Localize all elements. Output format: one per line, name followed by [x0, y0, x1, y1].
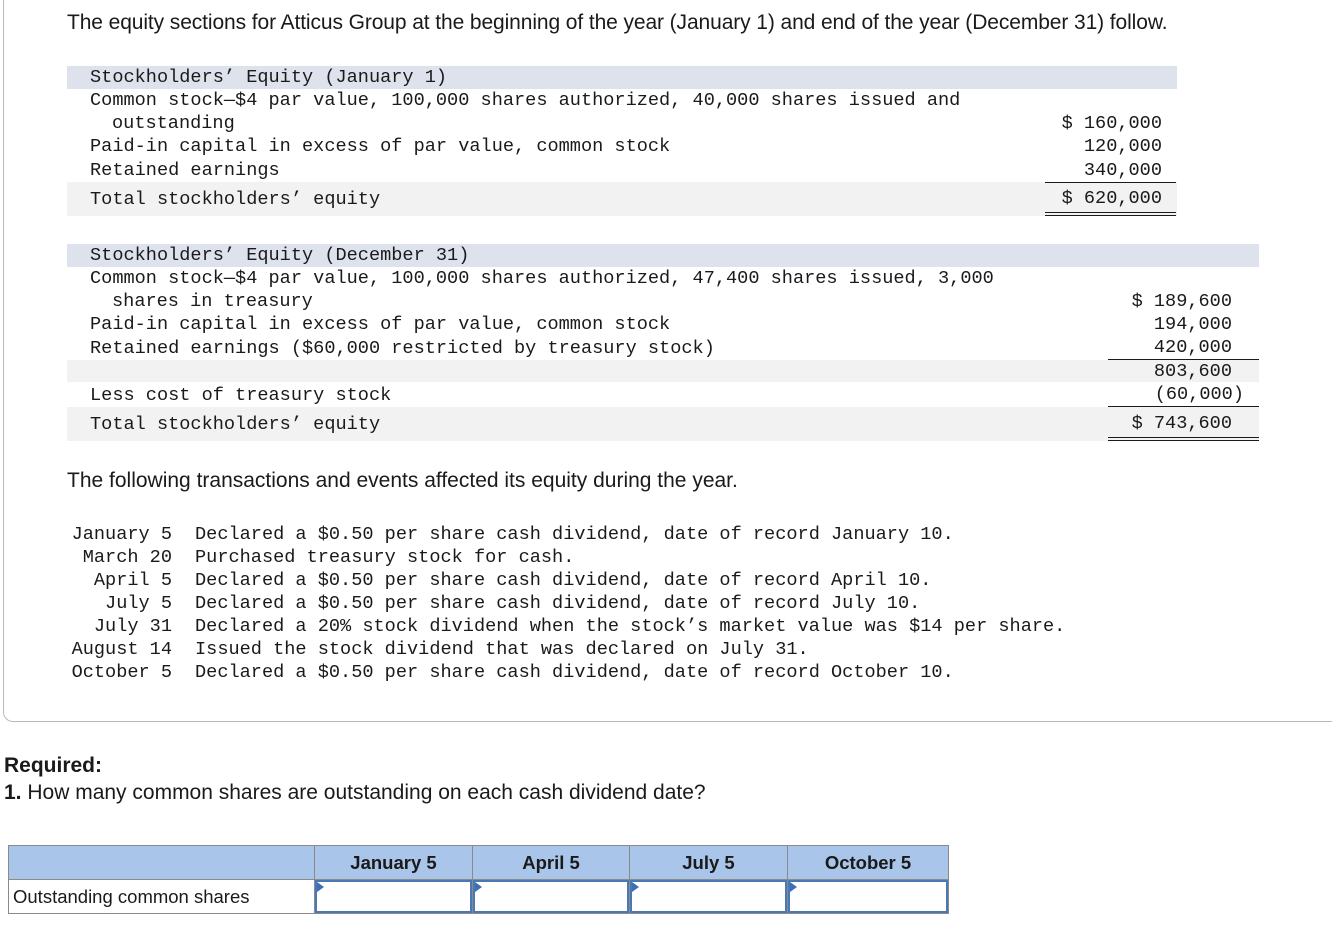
dec-subtotal-value: 803,600 [1153, 361, 1232, 382]
dec-common-line1: Common stock—$4 par value, 100,000 shares authorized, 47,400 shares issued, 3,000 [90, 268, 994, 289]
transaction-date: July 5 [105, 593, 172, 614]
jan-retained-value: 340,000 [1083, 160, 1162, 181]
cell-october-5 [788, 880, 949, 914]
cell-marker-icon [632, 882, 639, 892]
jan-paid-in-label: Paid-in capital in excess of par value, common stock [90, 136, 671, 157]
dec-paid-in-value: 194,000 [1153, 314, 1232, 335]
transaction-desc: Issued the stock dividend that was declared on July 31. [195, 639, 809, 660]
transaction-desc: Declared a $0.50 per share cash dividend, date of record April 10. [195, 570, 932, 591]
dec-treasury-rule [1108, 406, 1259, 407]
jan-common-line1: Common stock—$4 par value, 100,000 shares authorized, 40,000 shares issued and [90, 90, 961, 111]
cell-marker-icon [790, 882, 797, 892]
dec-treasury-label: Less cost of treasury stock [90, 385, 392, 406]
intro-text: The equity sections for Atticus Group at the beginning of the year (January 1) and end of the year (December 31) follow. [67, 11, 1168, 34]
dec-treasury-value: (60,000) [1154, 384, 1244, 405]
cell-marker-icon [475, 882, 482, 892]
dec-paid-in-label: Paid-in capital in excess of par value, common stock [90, 314, 671, 335]
transaction-date: January 5 [71, 524, 172, 545]
dec-common-line2: shares in treasury [112, 291, 313, 312]
question [4, 781, 706, 805]
transaction-date: March 20 [82, 547, 172, 568]
subtotal-band [67, 360, 1259, 382]
transaction-date: October 5 [71, 662, 172, 683]
transaction-desc: Declared a 20% stock dividend when the stock’s market value was $14 per share. [195, 616, 1066, 637]
answer-table [8, 845, 949, 914]
question-text: How many common shares are outstanding on each cash dividend date? [27, 781, 706, 804]
answer-row-outstanding-shares [9, 880, 949, 914]
question-number: 1. [4, 781, 22, 804]
col-header-july-5: July 5 [630, 846, 788, 880]
answer-header-row [9, 846, 949, 880]
input-october-5[interactable] [788, 880, 948, 913]
col-header-october-5: October 5 [788, 846, 949, 880]
jan-paid-in-value: 120,000 [1083, 136, 1162, 157]
col-header-april-5: April 5 [473, 846, 630, 880]
transaction-desc: Declared a $0.50 per share cash dividend, date of record January 10. [195, 524, 954, 545]
dec-total-label: Total stockholders’ equity [90, 414, 381, 435]
dec-retained-label: Retained earnings ($60,000 restricted by treasury stock) [90, 338, 715, 359]
cell-april-5 [473, 880, 630, 914]
transactions-intro: The following transactions and events affected its equity during the year. [67, 469, 738, 492]
col-header-january-5: January 5 [315, 846, 473, 880]
jan-common-value: $ 160,000 [1061, 113, 1162, 134]
dec-total-double-rule [1108, 437, 1259, 441]
jan-total-double-rule [1045, 212, 1176, 216]
dec-subtotal-rule [1108, 359, 1259, 360]
transaction-date: July 31 [93, 616, 172, 637]
input-april-5[interactable] [473, 880, 629, 913]
dec-total-value: $ 743,600 [1131, 413, 1232, 434]
transaction-desc: Declared a $0.50 per share cash dividend, date of record July 10. [195, 593, 921, 614]
transaction-desc: Declared a $0.50 per share cash dividend, date of record October 10. [195, 662, 954, 683]
jan-subtotal-rule [1045, 182, 1176, 183]
cell-marker-icon [317, 882, 324, 892]
jan-common-line2: outstanding [112, 113, 235, 134]
header-blank-cell [9, 846, 315, 880]
transaction-date: August 14 [71, 639, 172, 660]
dec-retained-value: 420,000 [1153, 337, 1232, 358]
dec-header: Stockholders’ Equity (December 31) [90, 245, 470, 266]
input-july-5[interactable] [630, 880, 787, 913]
jan-header: Stockholders’ Equity (January 1) [90, 67, 448, 88]
cell-july-5 [630, 880, 788, 914]
jan-total-label: Total stockholders’ equity [90, 189, 381, 210]
transaction-desc: Purchased treasury stock for cash. [195, 547, 575, 568]
jan-total-value: $ 620,000 [1061, 188, 1162, 209]
required-heading: Required: [4, 754, 103, 777]
jan-retained-label: Retained earnings [90, 160, 280, 181]
transaction-date: April 5 [93, 570, 172, 591]
row-label: Outstanding common shares [9, 880, 315, 914]
cell-january-5 [315, 880, 473, 914]
dec-common-value: $ 189,600 [1131, 291, 1232, 312]
input-january-5[interactable] [315, 880, 472, 913]
